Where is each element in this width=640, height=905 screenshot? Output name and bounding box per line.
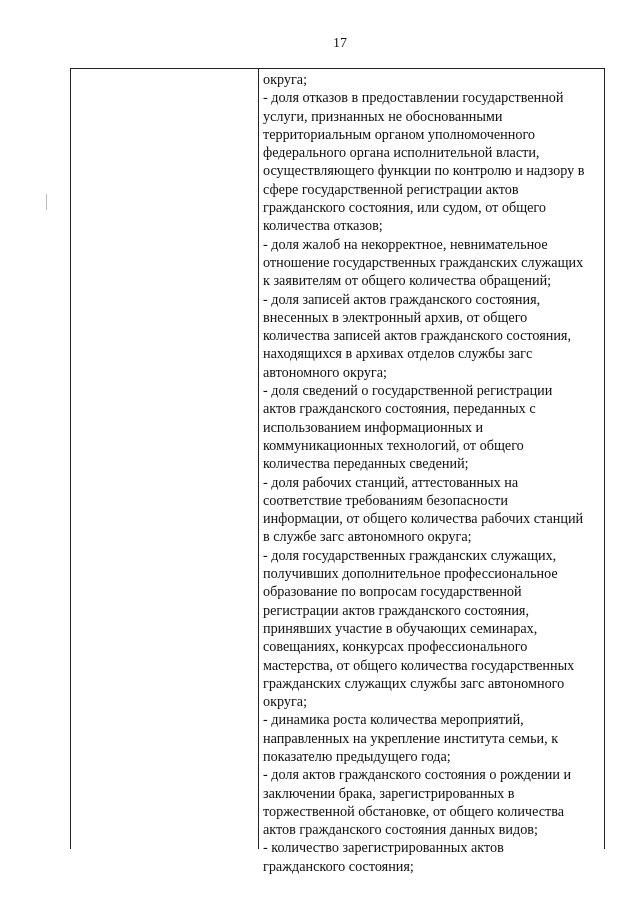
text-line: соответствие требованиям безопасности [263,492,508,509]
margin-mark [46,194,47,210]
text-line: количества записей актов гражданского состояния, [263,328,572,345]
text-line: количества переданных сведений; [263,456,469,473]
text-line: - доля государственных гражданских служащих, [263,547,557,564]
text-line: заключении брака, зарегистрированных в [263,785,515,802]
text-line: - доля жалоб на некорректное, невнимательное [263,236,548,253]
text-line: торжественной обстановке, от общего количества [263,803,565,820]
page-number: 17 [333,36,347,51]
text-line: автономного округа; [263,364,387,381]
text-line: регистрации актов гражданского состояния, [263,602,529,619]
text-line: образование по вопросам государственной [263,584,522,601]
text-line: округа; [263,694,308,711]
text-line: количества отказов; [263,218,383,235]
text-line: информации, от общего количества рабочих станций [263,511,584,528]
text-line: - доля актов гражданского состояния о рождении и [263,767,572,784]
text-line: - доля записей актов гражданского состояния, [263,291,541,308]
document-table [70,68,605,875]
text-line: - доля рабочих станций, аттестованных на [263,474,519,491]
text-line: услуги, признанных не обоснованными [263,108,503,125]
text-line: показателю предыдущего года; [263,748,451,765]
text-line: использованием информационных и [263,419,484,436]
table-cell-right [263,71,603,876]
text-line: коммуникационных технологий, от общего [263,437,524,454]
text-line: мастерства, от общего количества государственных [263,657,575,674]
text-line: отношение государственных гражданских служащих [263,254,584,271]
text-line: совещаниях, конкурсах профессионального [263,639,528,656]
text-line: гражданского состояния, или судом, от общего [263,200,546,217]
text-line: - количество зарегистрированных актов [263,840,504,857]
text-line: гражданского состояния; [263,858,414,875]
text-line: - доля сведений о государственной регистрации [263,383,553,400]
text-line: - динамика роста количества мероприятий, [263,712,524,729]
text-line: территориальным органом уполномоченного [263,126,535,143]
text-line: гражданских служащих службы загс автономного [263,675,565,692]
text-line: федерального органа исполнительной власти, [263,145,540,162]
text-line: направленных на укрепление института семьи, к [263,730,559,747]
text-line: осуществляющего функции по контролю и надзору в [263,163,585,180]
text-line: находящихся в архивах отделов службы загс [263,346,533,363]
text-line: к заявителям от общего количества обращений; [263,273,552,290]
text-line: сфере государственной регистрации актов [263,181,519,198]
text-line: актов гражданского состояния данных видов; [263,822,538,839]
text-line: получивших дополнительное профессиональное [263,566,558,583]
text-line: актов гражданского состояния, переданных с [263,401,536,418]
text-line: внесенных в электронный архив, от общего [263,309,528,326]
table-cell-left [71,69,259,849]
text-line: округа; [263,72,308,88]
text-line: - доля отказов в предоставлении государственной [263,90,564,107]
text-line: в службе загс автономного округа; [263,529,472,546]
text-line: принявших участие в обучающих семинарах, [263,620,538,637]
